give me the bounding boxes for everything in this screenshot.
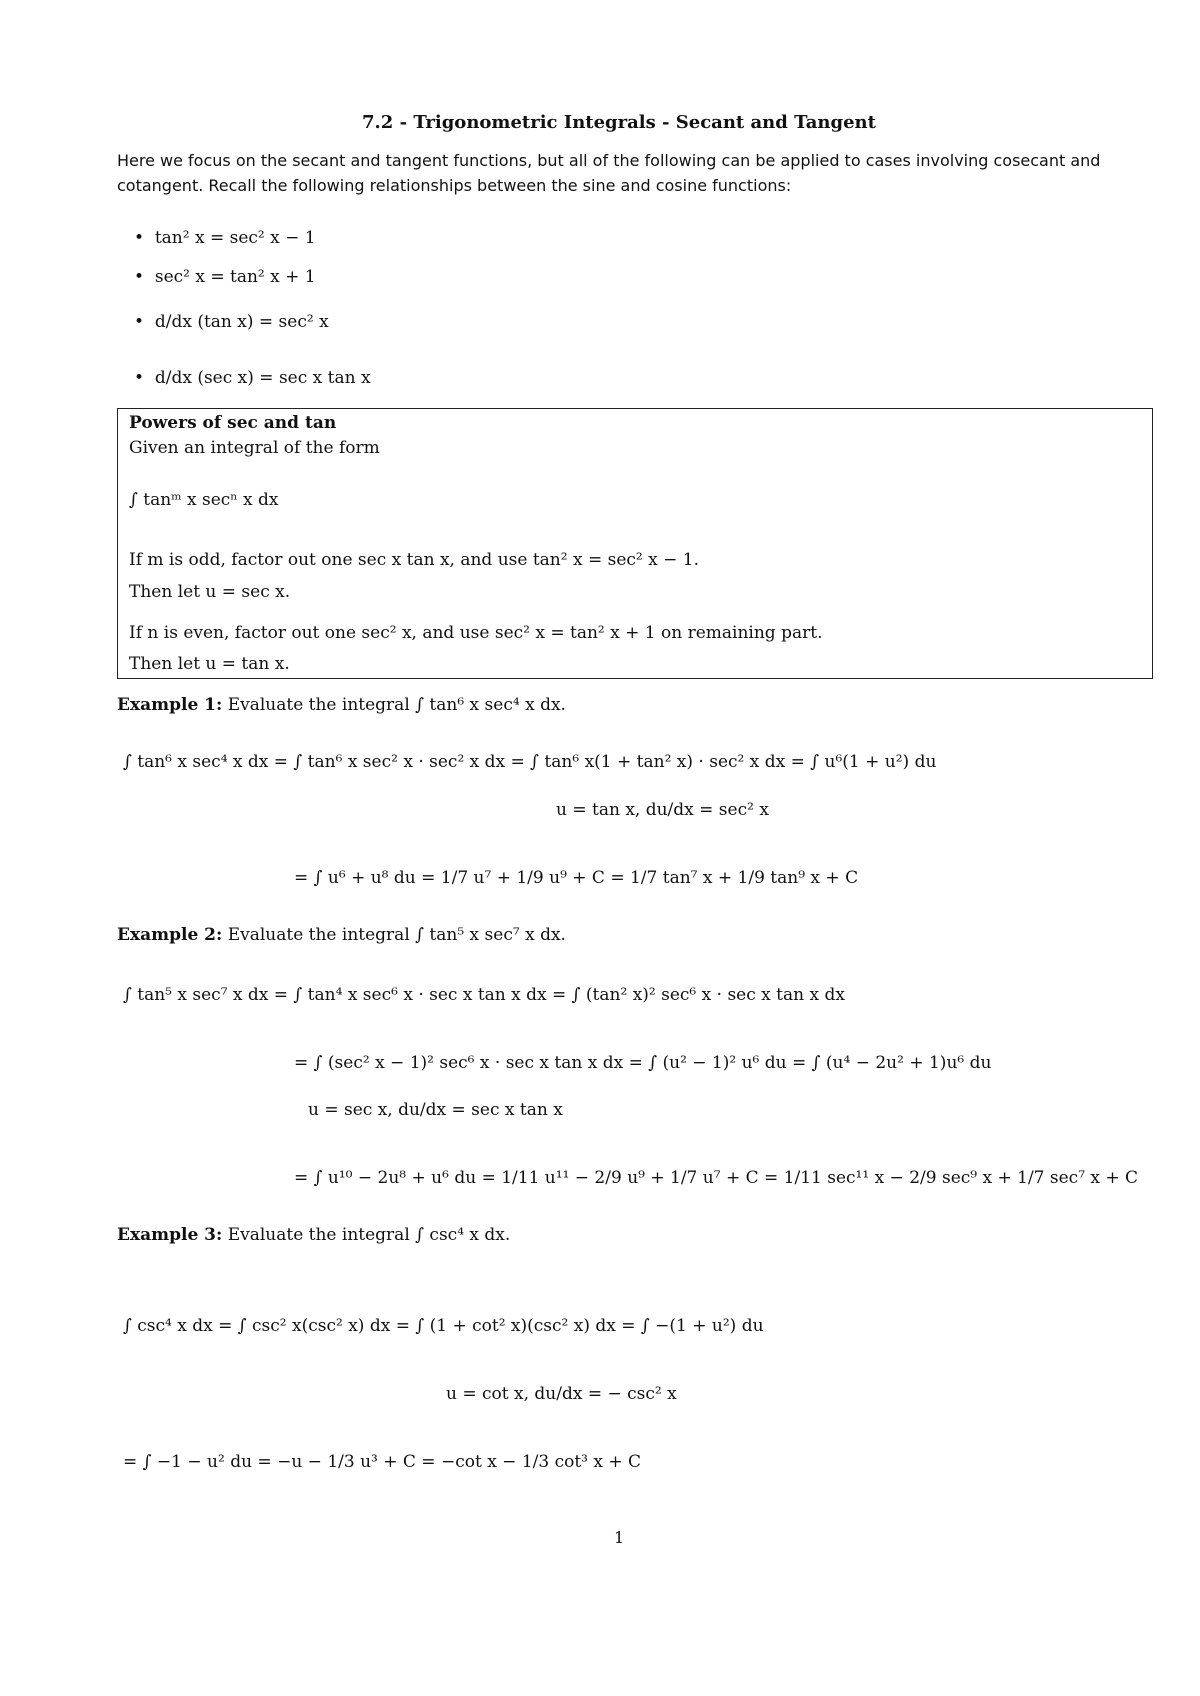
example2-heading [117,925,566,945]
identity-item: • d/dx (sec x) = sec x tan x [134,368,371,388]
example2-step: = ∫ (sec² x − 1)² sec⁶ x · sec x tan x dx = ∫ (u² − 1)² u⁶ du = ∫ (u⁴ − 2u² + 1)u⁶ du [294,1053,992,1073]
example1-heading [117,695,566,715]
example-label: Example 1: [117,695,223,715]
box-heading: Powers of sec and tan [129,413,337,433]
example-prompt: Evaluate the integral ∫ tan⁵ x sec⁷ x dx. [227,925,566,945]
page-title: 7.2 - Trigonometric Integrals - Secant and Tangent [362,112,876,133]
box-integral: ∫ tanᵐ x secⁿ x dx [129,490,279,510]
odd-rule: If m is odd, factor out one sec x tan x, and use tan² x = sec² x − 1. [129,550,699,570]
identity-item: • sec² x = tan² x + 1 [134,267,316,287]
identity-item: • tan² x = sec² x − 1 [134,228,316,248]
example2-step: ∫ tan⁵ x sec⁷ x dx = ∫ tan⁴ x sec⁶ x · sec x tan x dx = ∫ (tan² x)² sec⁶ x · sec x tan x dx [123,985,845,1005]
identity-text: d/dx (tan x) = sec² x [154,312,329,332]
example3-heading [117,1225,510,1245]
example3-substitution: u = cot x, du/dx = − csc² x [446,1384,677,1404]
example-prompt: Evaluate the integral ∫ csc⁴ x dx. [227,1225,511,1245]
example3-step: ∫ csc⁴ x dx = ∫ csc² x(csc² x) dx = ∫ (1 + cot² x)(csc² x) dx = ∫ −(1 + u²) du [123,1316,764,1336]
identity-item: • d/dx (tan x) = sec² x [134,312,329,332]
example2-substitution: u = sec x, du/dx = sec x tan x [308,1100,563,1120]
box-line: Given an integral of the form [129,438,380,458]
intro-paragraph: Here we focus on the secant and tangent functions, but all of the following can be applied to cases involving cosecant and cotangent. Recall the following relationships between the sine and cosine functions: [117,151,1101,195]
example3-result: = ∫ −1 − u² du = −u − 1/3 u³ + C = −cot x − 1/3 cot³ x + C [123,1452,642,1472]
example1-result: = ∫ u⁶ + u⁸ du = 1/7 u⁷ + 1/9 u⁹ + C = 1/7 tan⁷ x + 1/9 tan⁹ x + C [294,868,859,888]
example1-substitution: u = tan x, du/dx = sec² x [556,800,769,820]
even-rule: If n is even, factor out one sec² x, and use sec² x = tan² x + 1 on remaining part. [129,623,823,643]
example-label: Example 2: [117,925,223,945]
example-label: Example 3: [117,1225,223,1245]
identity-text: sec² x = tan² x + 1 [154,267,316,287]
example-prompt: Evaluate the integral ∫ tan⁶ x sec⁴ x dx. [227,695,566,715]
example1-step: ∫ tan⁶ x sec⁴ x dx = ∫ tan⁶ x sec² x · sec² x dx = ∫ tan⁶ x(1 + tan² x) · sec² x dx = ∫ u⁶(1 + u²) du [123,752,937,772]
even-substitution: Then let u = tan x. [129,654,290,674]
identity-text: tan² x = sec² x − 1 [154,228,316,248]
odd-substitution: Then let u = sec x. [129,582,291,602]
identity-text: d/dx (sec x) = sec x tan x [154,368,371,388]
example2-result: = ∫ u¹⁰ − 2u⁸ + u⁶ du = 1/11 u¹¹ − 2/9 u⁹ + 1/7 u⁷ + C = 1/11 sec¹¹ x − 2/9 sec⁹ x + 1/7 sec⁷ x + C [294,1168,1139,1188]
page-number: 1 [614,1528,625,1547]
